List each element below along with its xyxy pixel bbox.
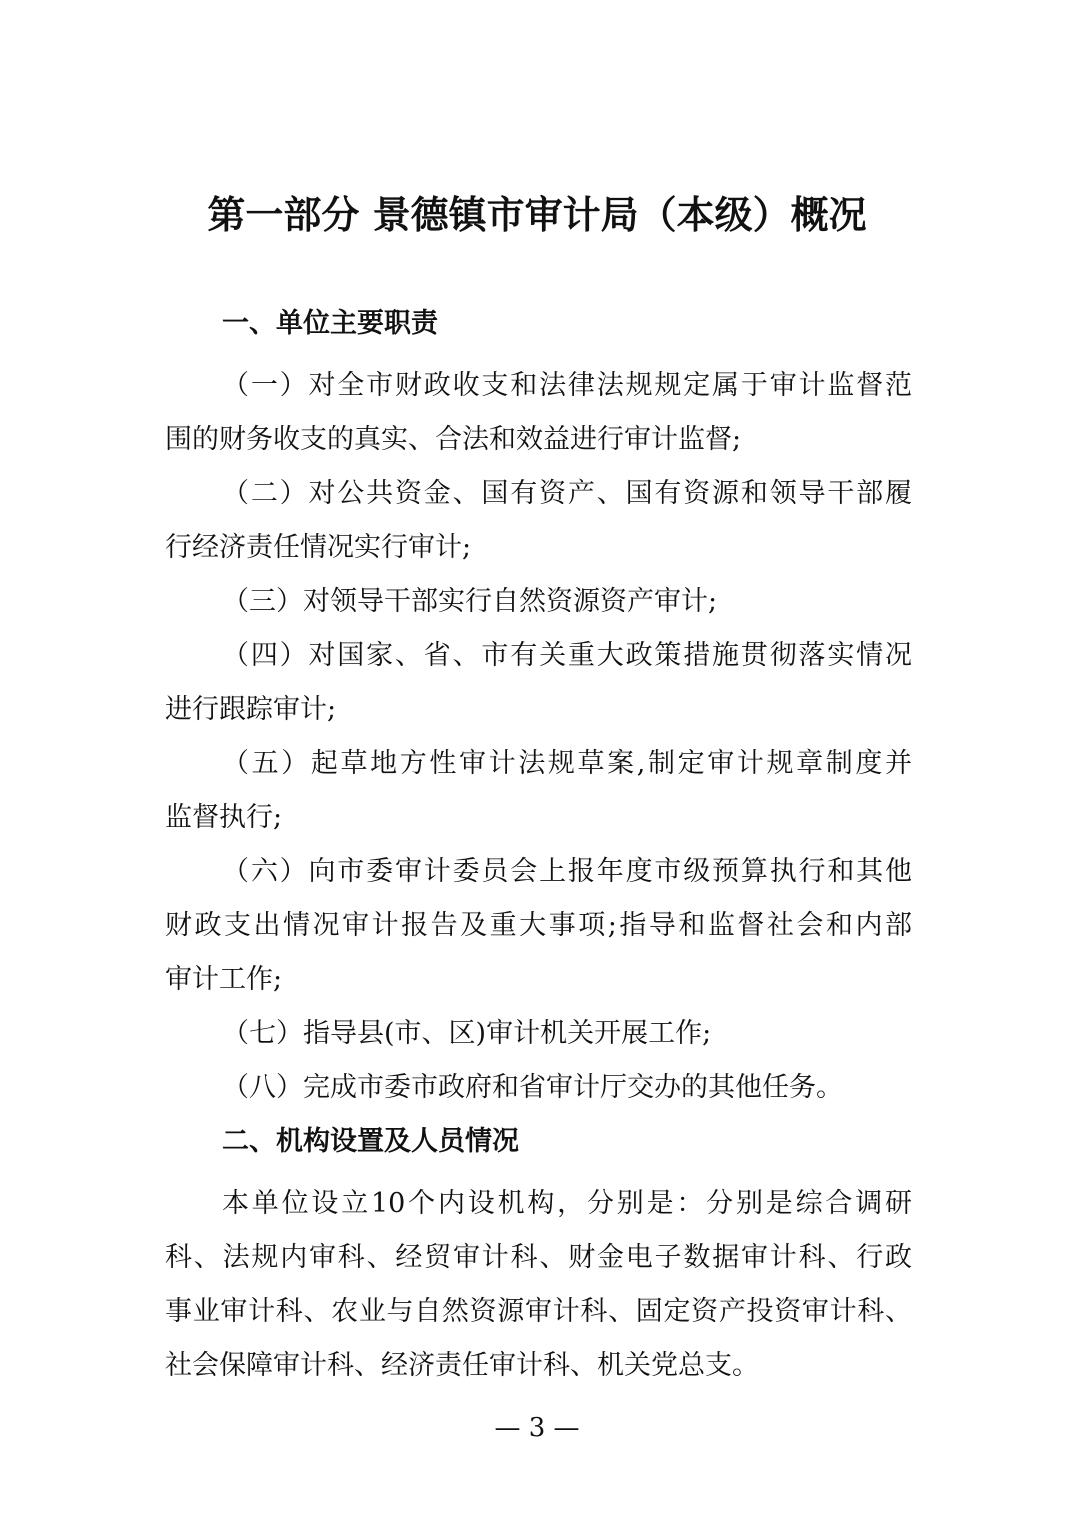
paragraph bbox=[165, 575, 912, 629]
text-line: 财政支出情况审计报告及重大事项;指导和监督社会和内部 bbox=[165, 910, 912, 941]
text-line: 进行跟踪审计; bbox=[165, 694, 337, 725]
text-line: 审计工作; bbox=[165, 964, 283, 995]
text-line: （六）向市委审计委员会上报年度市级预算执行和其他 bbox=[222, 856, 912, 887]
text-line: （七）指导县(市、区)审计机关开展工作; bbox=[222, 1018, 712, 1049]
text-line: 围的财务收支的真实、合法和效益进行审计监督; bbox=[165, 424, 742, 455]
paragraph bbox=[165, 629, 912, 737]
text-line: （四）对国家、省、市有关重大政策措施贯彻落实情况 bbox=[222, 640, 912, 671]
paragraph bbox=[165, 359, 912, 467]
section-heading-duties: 一、单位主要职责 bbox=[222, 308, 438, 339]
text-line: 事业审计科、农业与自然资源审计科、固定资产投资审计科、 bbox=[165, 1296, 912, 1327]
text-line: （八）完成市委市政府和省审计厅交办的其他任务。 bbox=[222, 1072, 843, 1103]
paragraph bbox=[165, 1061, 912, 1115]
text-line: 行经济责任情况实行审计; bbox=[165, 532, 472, 563]
text-line: 社会保障审计科、经济责任审计科、机关党总支。 bbox=[165, 1350, 759, 1381]
page-number: — 3 — bbox=[494, 1413, 580, 1443]
paragraph bbox=[165, 1007, 912, 1061]
text-line: 科、法规内审科、经贸审计科、财金电子数据审计科、行政 bbox=[165, 1242, 912, 1273]
document-body bbox=[165, 297, 912, 1393]
paragraph bbox=[165, 845, 912, 1007]
text-line: 监督执行; bbox=[165, 802, 283, 833]
duties-list bbox=[165, 359, 912, 1115]
section-heading-organization: 二、机构设置及人员情况 bbox=[222, 1126, 519, 1157]
organization-text bbox=[165, 1177, 912, 1393]
paragraph bbox=[165, 737, 912, 845]
text-line: （二）对公共资金、国有资产、国有资源和领导干部履 bbox=[222, 478, 912, 509]
paragraph bbox=[165, 467, 912, 575]
text-line: （一）对全市财政收支和法律法规规定属于审计监督范 bbox=[222, 370, 912, 401]
page-title: 第一部分 景德镇市审计局（本级）概况 bbox=[207, 193, 867, 237]
text-line: （三）对领导干部实行自然资源资产审计; bbox=[222, 586, 718, 617]
text-line: （五）起草地方性审计法规草案,制定审计规章制度并 bbox=[222, 748, 912, 779]
text-line: 本单位设立10个内设机构，分别是：分别是综合调研 bbox=[222, 1188, 912, 1219]
paragraph bbox=[165, 1177, 912, 1393]
